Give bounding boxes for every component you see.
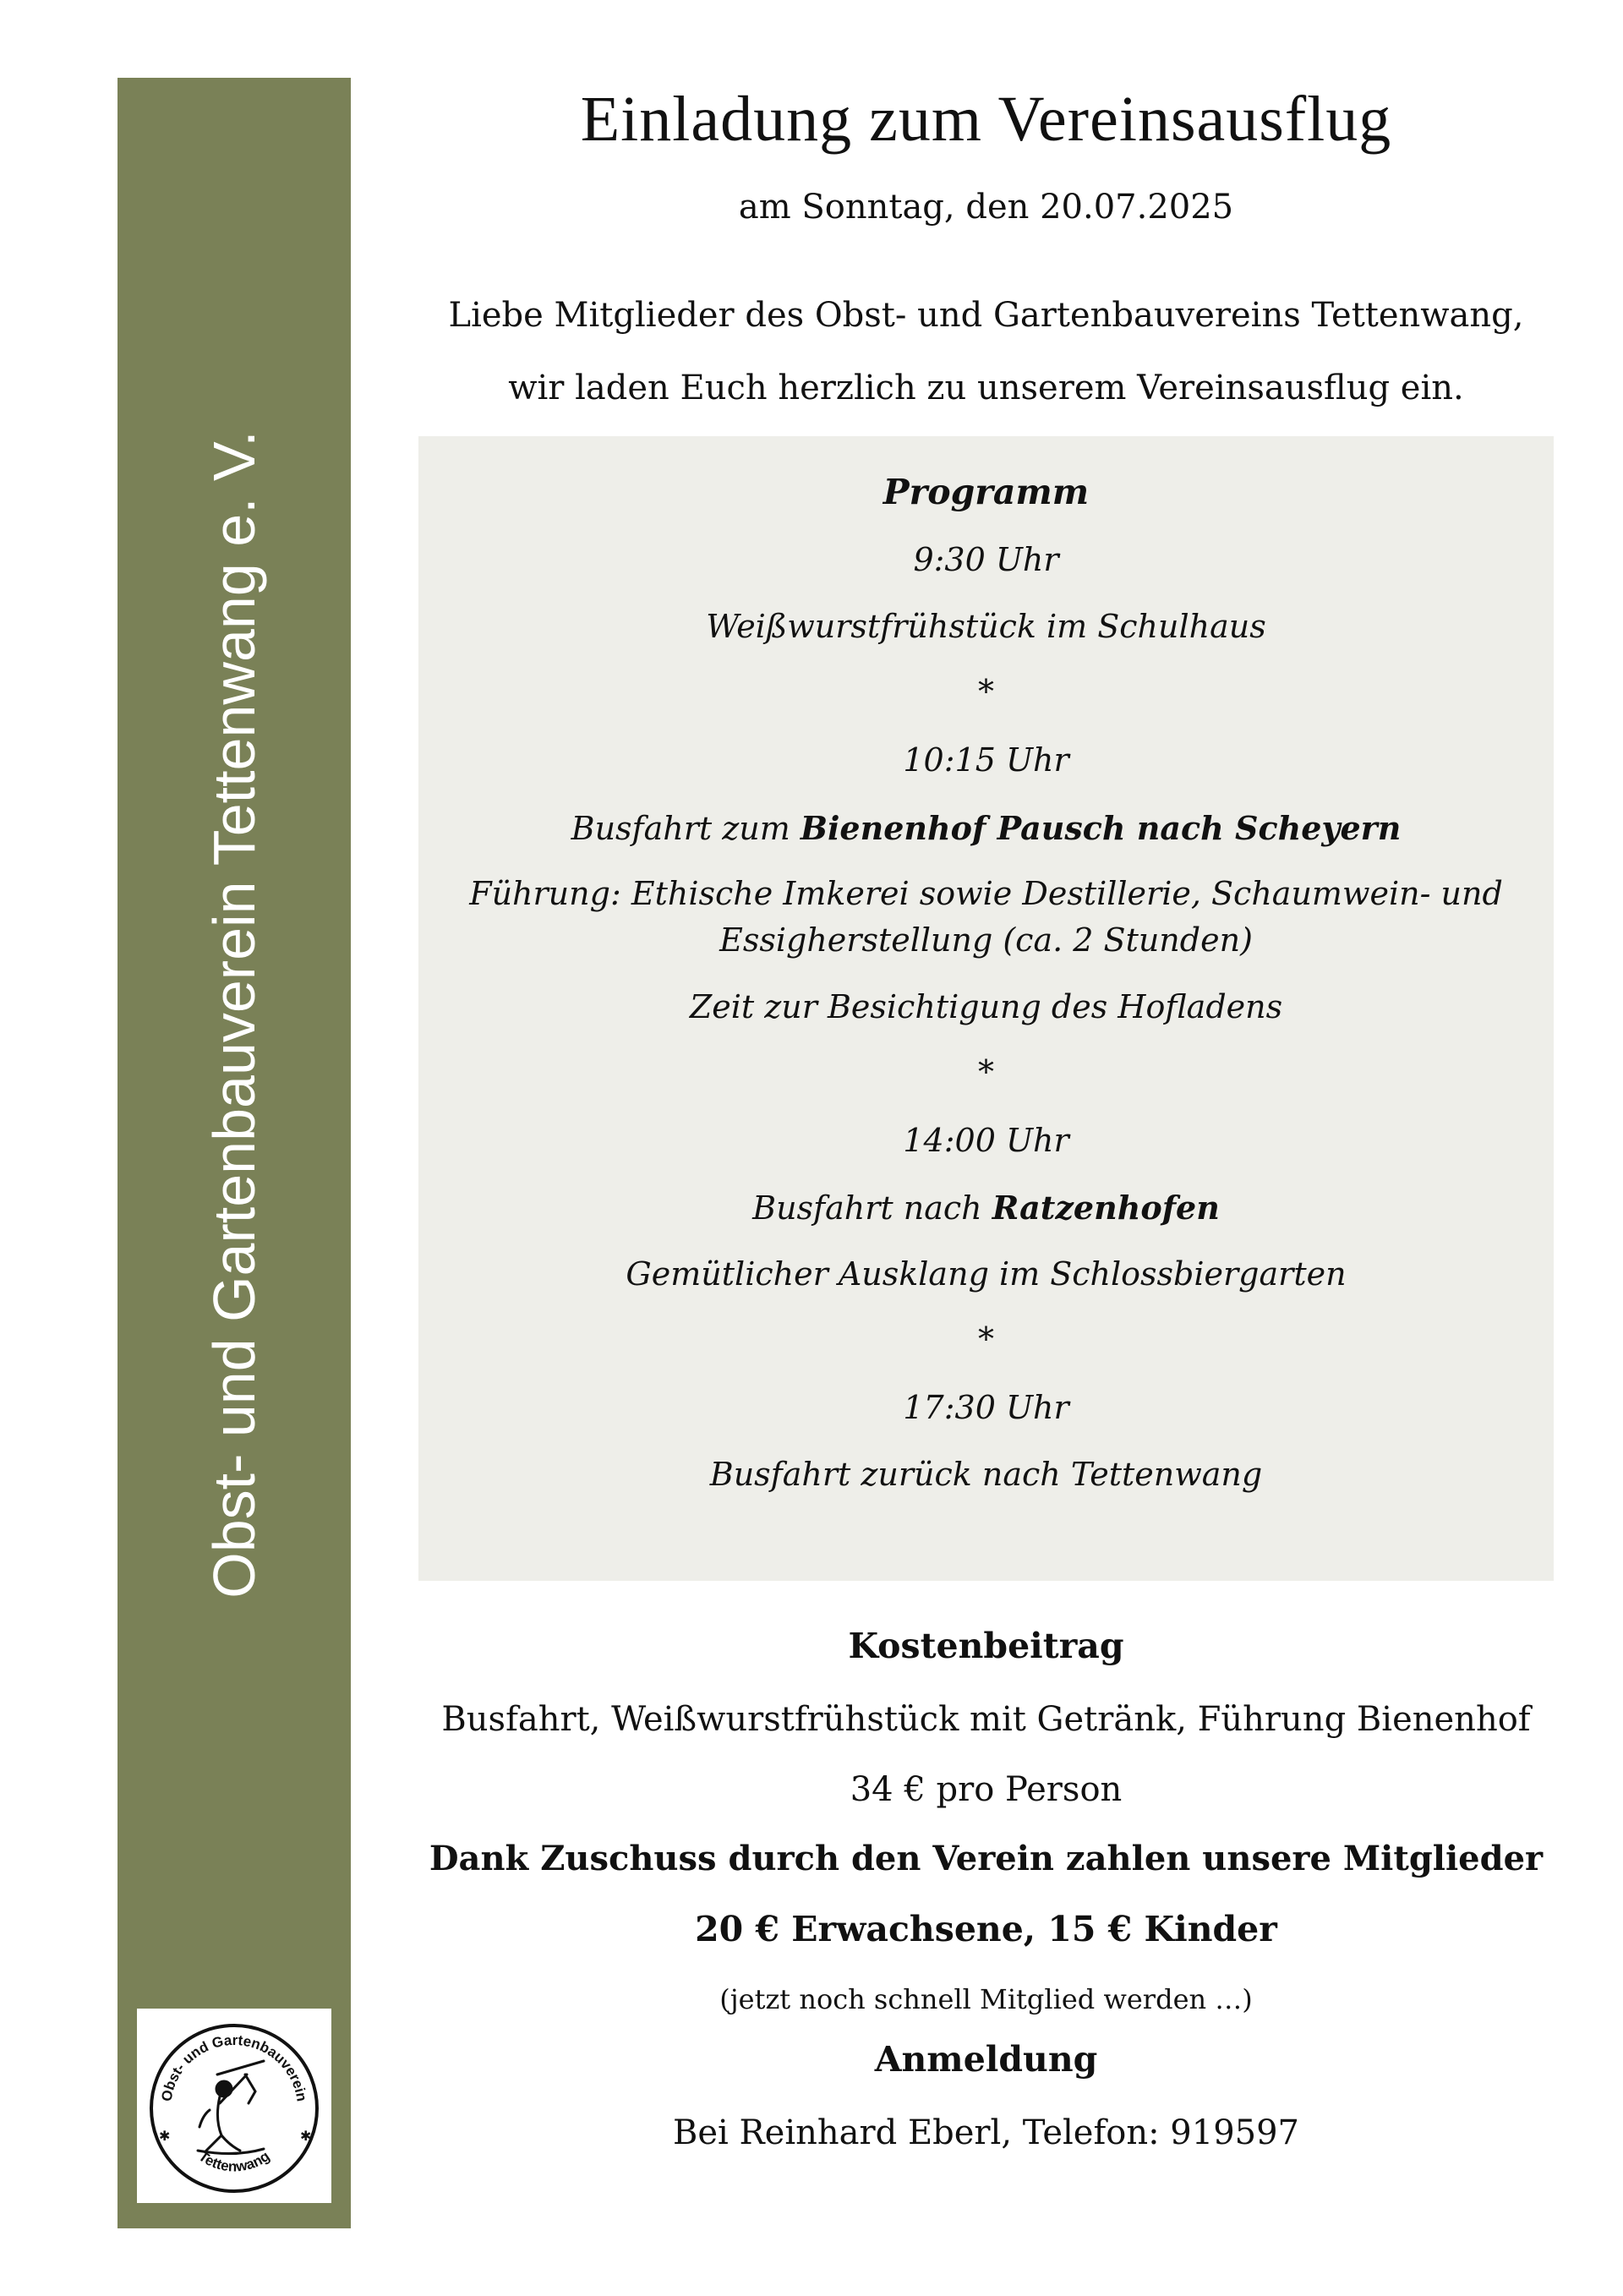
- program-heading: Programm: [883, 472, 1090, 512]
- program-item: Zeit zur Besichtigung des Hofladens: [689, 988, 1283, 1025]
- program-item: Busfahrt nach Ratzenhofen: [752, 1189, 1220, 1227]
- program-box: [418, 436, 1554, 1581]
- logo-bottom-text: Tettenwang: [195, 2147, 273, 2175]
- costs-price: 34 € pro Person: [850, 1770, 1123, 1809]
- registration-contact: Bei Reinhard Eberl, Telefon: 919597: [672, 2113, 1300, 2152]
- program-separator: *: [978, 1320, 994, 1358]
- club-logo: [137, 2009, 331, 2203]
- program-item: Busfahrt zum Bienenhof Pausch nach Scheyern: [571, 809, 1402, 847]
- program-item-destination: Ratzenhofen: [992, 1189, 1220, 1227]
- costs-member-price: 20 € Erwachsene, 15 € Kinder: [695, 1909, 1277, 1949]
- program-time: 17:30 Uhr: [903, 1389, 1069, 1426]
- program-item-destination: Bienenhof Pausch nach Scheyern: [800, 809, 1402, 847]
- program-item: Busfahrt zurück nach Tettenwang: [709, 1456, 1263, 1493]
- program-item: Gemütlicher Ausklang im Schlossbiergarten: [626, 1255, 1347, 1293]
- greeting-line: Liebe Mitglieder des Obst- und Gartenbauvereins Tettenwang,: [448, 296, 1524, 335]
- costs-membership-hint: (jetzt noch schnell Mitglied werden …): [719, 1983, 1253, 2015]
- svg-text:✱: ✱: [159, 2128, 171, 2144]
- costs-subsidy-note: Dank Zuschuss durch den Verein zahlen unsere Mitglieder: [429, 1839, 1544, 1878]
- program-time: 9:30 Uhr: [913, 541, 1059, 578]
- svg-text:✱: ✱: [300, 2128, 312, 2144]
- program-time: 14:00 Uhr: [903, 1122, 1069, 1159]
- event-date: am Sonntag, den 20.07.2025: [738, 188, 1234, 227]
- logo-top-text: Obst- und Gartenbauverein: [158, 2031, 310, 2103]
- sidebar-vertical-title: Obst- und Gartenbauverein Tettenwang e. V.: [201, 430, 267, 1599]
- costs-heading: Kostenbeitrag: [848, 1626, 1124, 1666]
- gardener-seal-icon: [137, 2009, 331, 2203]
- program-separator: *: [978, 673, 994, 710]
- program-item: Essigherstellung (ca. 2 Stunden): [719, 921, 1253, 959]
- program-time: 10:15 Uhr: [903, 741, 1069, 779]
- program-item: Weißwurstfrühstück im Schulhaus: [706, 608, 1266, 645]
- registration-heading: Anmeldung: [874, 2039, 1098, 2080]
- program-item: Führung: Ethische Imkerei sowie Destillerie, Schaumwein- und: [469, 875, 1503, 912]
- page-title: Einladung zum Vereinsausflug: [580, 84, 1392, 155]
- invitation-line: wir laden Euch herzlich zu unserem Vereinsausflug ein.: [508, 369, 1464, 407]
- program-separator: *: [978, 1053, 994, 1091]
- costs-includes: Busfahrt, Weißwurstfrühstück mit Getränk, Führung Bienenhof: [441, 1700, 1531, 1739]
